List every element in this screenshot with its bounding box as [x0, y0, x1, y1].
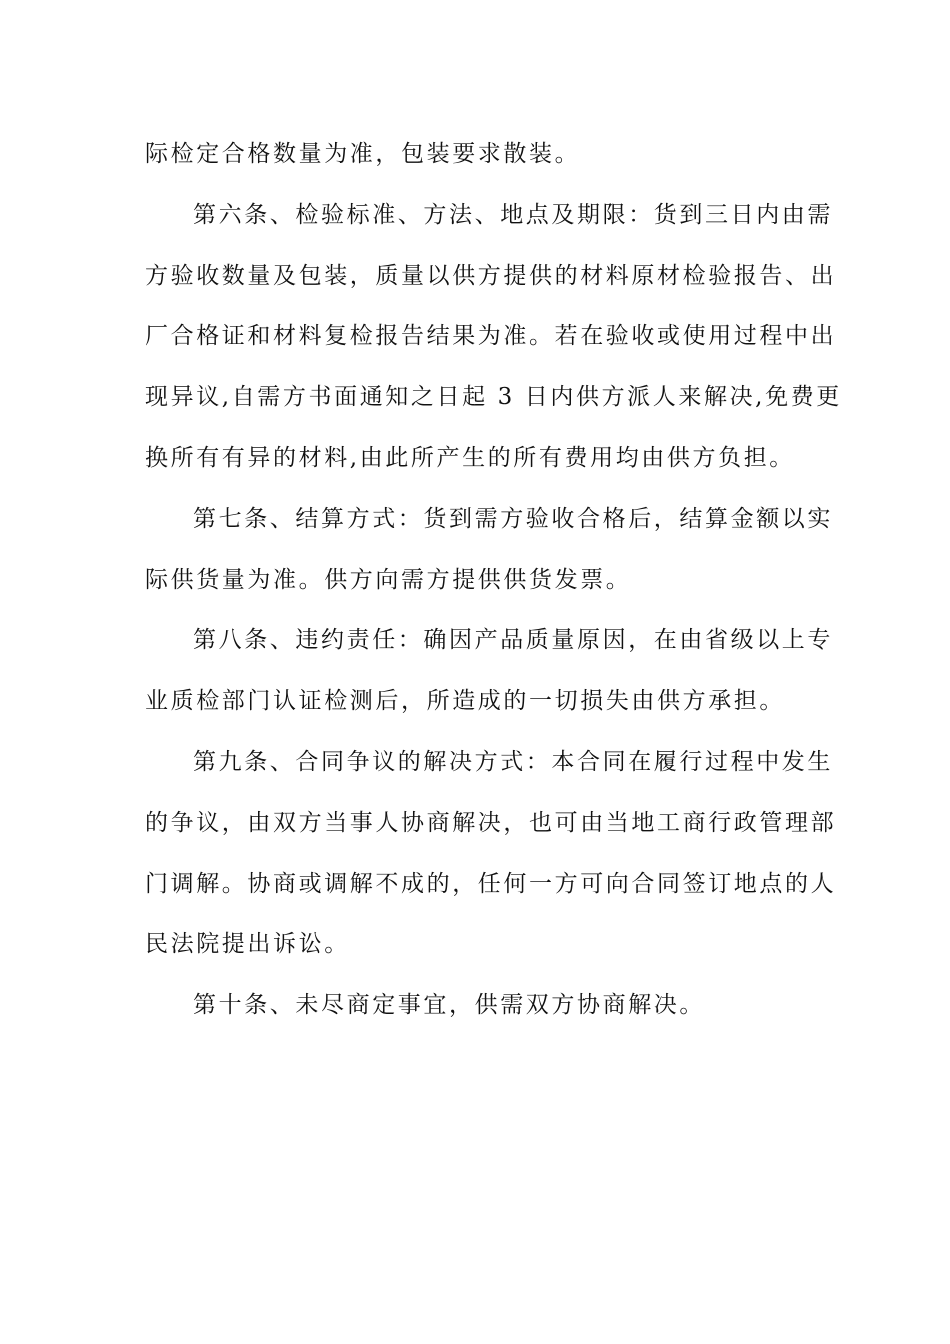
clause-9-line: 第九条、合同争议的解决方式：本合同在履行过程中发生 [193, 748, 833, 775]
text-line: 现异议,自需方书面通知之日起 3 日内供方派人来解决,免费更 [145, 384, 842, 411]
clause-6-line: 第六条、检验标准、方法、地点及期限：货到三日内由需 [193, 201, 833, 228]
clause-10-line: 第十条、未尽商定事宜，供需双方协商解决。 [193, 992, 705, 1019]
contract-text-body [145, 124, 842, 1036]
text-line: 的争议，由双方当事人协商解决，也可由当地工商行政管理部 [145, 809, 837, 836]
text-line: 方验收数量及包装，质量以供方提供的材料原材检验报告、出 [145, 262, 837, 289]
text-line: 业质检部门认证检测后，所造成的一切损失由供方承担。 [145, 688, 785, 715]
text-line: 民法院提出诉讼。 [145, 931, 350, 958]
text-line: 际供货量为准。供方向需方提供供货发票。 [145, 566, 632, 593]
text-line: 际检定合格数量为准，包装要求散装。 [145, 141, 581, 167]
text-line: 门调解。协商或调解不成的，任何一方可向合同签订地点的人 [145, 870, 837, 897]
clause-8-line: 第八条、违约责任：确因产品质量原因，在由省级以上专 [193, 627, 833, 654]
clause-7-line: 第七条、结算方式：货到需方验收合格后，结算金额以实 [193, 505, 833, 532]
text-line: 厂合格证和材料复检报告结果为准。若在验收或使用过程中出 [145, 323, 837, 350]
text-line: 换所有有异的材料,由此所产生的所有费用均由供方负担。 [145, 444, 795, 471]
